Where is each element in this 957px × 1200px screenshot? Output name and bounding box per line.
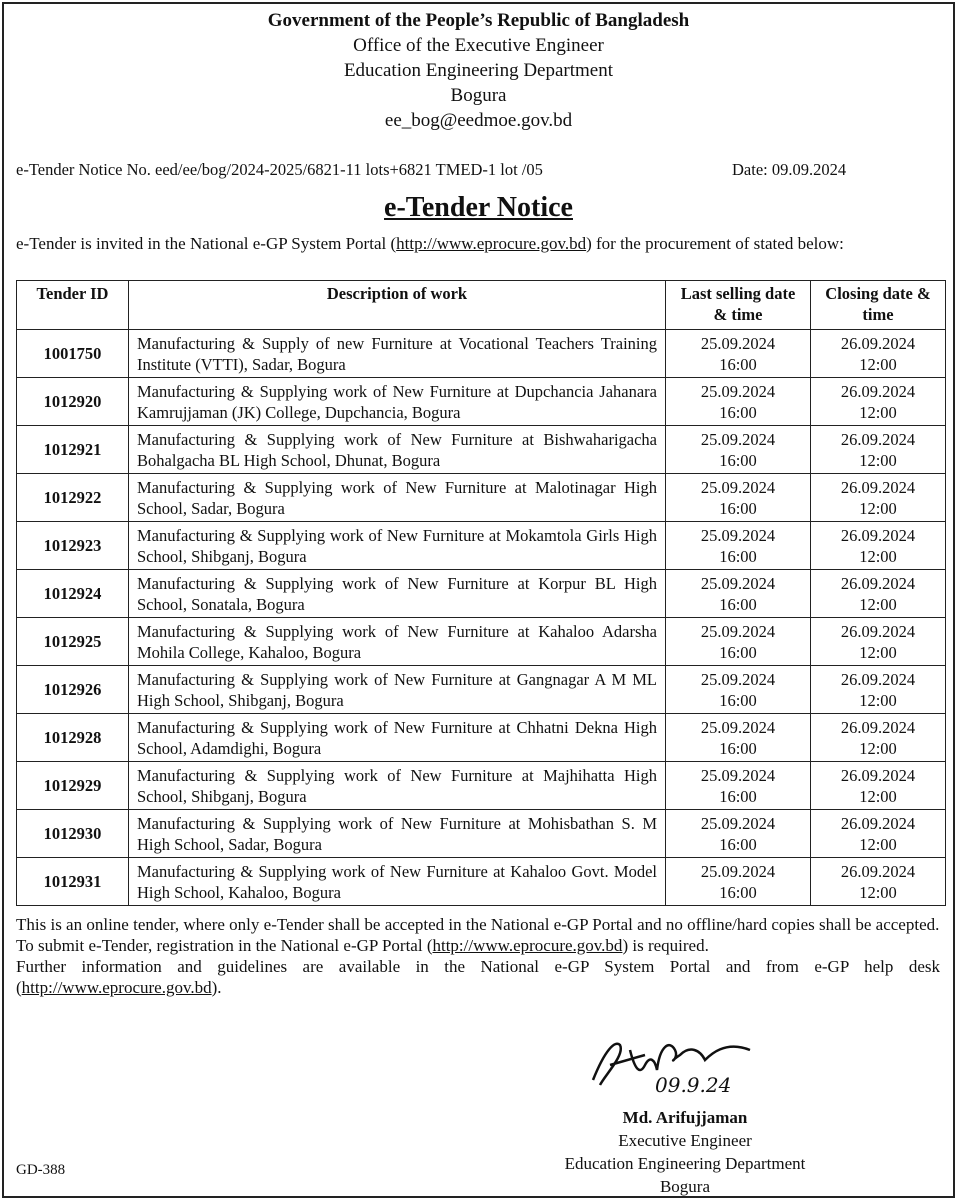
work-description: Manufacturing & Supplying work of New Furniture at Mokamtola Girls High School, Shibganj, Bogura bbox=[129, 522, 666, 570]
tender-id: 1012923 bbox=[17, 522, 129, 570]
time: 16:00 bbox=[719, 498, 757, 518]
signer-title: Executive Engineer bbox=[618, 1131, 752, 1150]
time: 16:00 bbox=[719, 882, 757, 902]
time: 16:00 bbox=[719, 738, 757, 758]
date: 26.09.2024 bbox=[840, 573, 916, 593]
footer-notes bbox=[16, 914, 940, 998]
closing-datetime bbox=[811, 858, 946, 906]
table-row bbox=[17, 330, 946, 378]
signer-location: Bogura bbox=[659, 1177, 711, 1196]
notice-date: Date: 09.09.2024 bbox=[732, 160, 847, 179]
date: 25.09.2024 bbox=[700, 429, 776, 449]
date: 26.09.2024 bbox=[840, 861, 916, 881]
signer-department: Education Engineering Department bbox=[564, 1154, 806, 1173]
last-selling-datetime bbox=[666, 714, 811, 762]
intro-text-end: ) for the procurement of stated below: bbox=[586, 234, 844, 253]
date: 26.09.2024 bbox=[840, 765, 916, 785]
tender-id: 1012921 bbox=[17, 426, 129, 474]
last-selling-datetime bbox=[666, 378, 811, 426]
work-description: Manufacturing & Supplying work of New Furniture at Gangnagar A M ML High School, Shibganj, Bogura bbox=[129, 666, 666, 714]
time: 16:00 bbox=[719, 834, 757, 854]
text: Further information and guidelines are available in the National e-GP System Portal and from e-GP help desk ( bbox=[16, 957, 940, 997]
text: ) is required. bbox=[622, 936, 709, 955]
last-selling-datetime bbox=[666, 810, 811, 858]
date: 25.09.2024 bbox=[700, 717, 776, 737]
date: 25.09.2024 bbox=[700, 381, 776, 401]
tender-id: 1012925 bbox=[17, 618, 129, 666]
date: 26.09.2024 bbox=[840, 813, 916, 833]
time: 12:00 bbox=[859, 594, 897, 614]
last-selling-datetime bbox=[666, 522, 811, 570]
closing-datetime bbox=[811, 570, 946, 618]
work-description: Manufacturing & Supplying work of New Furniture at Mohisbathan S. M High School, Sadar, Bogura bbox=[129, 810, 666, 858]
government-name: Government of the People’s Republic of Bangladesh bbox=[267, 10, 690, 31]
tender-id: 1012924 bbox=[17, 570, 129, 618]
time: 16:00 bbox=[719, 450, 757, 470]
closing-datetime bbox=[811, 330, 946, 378]
date: 25.09.2024 bbox=[700, 765, 776, 785]
table-row bbox=[17, 378, 946, 426]
work-description: Manufacturing & Supply of new Furniture at Vocational Teachers Training Institute (VTTI), Sadar, Bogura bbox=[129, 330, 666, 378]
closing-datetime bbox=[811, 474, 946, 522]
tender-id: 1012928 bbox=[17, 714, 129, 762]
date: 26.09.2024 bbox=[840, 621, 916, 641]
header-closing: Closing date & time bbox=[811, 281, 946, 330]
header-tender-id: Tender ID bbox=[17, 281, 129, 330]
time: 16:00 bbox=[719, 690, 757, 710]
notice-number: e-Tender Notice No. eed/ee/bog/2024-2025/6821-11 lots+6821 TMED-1 lot /05 bbox=[16, 160, 543, 179]
table-row bbox=[17, 714, 946, 762]
work-description: Manufacturing & Supplying work of New Furniture at Korpur BL High School, Sonatala, Bogura bbox=[129, 570, 666, 618]
closing-datetime bbox=[811, 714, 946, 762]
last-selling-datetime bbox=[666, 426, 811, 474]
work-description: Manufacturing & Supplying work of New Furniture at Majhihatta High School, Shibganj, Bogura bbox=[129, 762, 666, 810]
header-last-selling: Last selling date & time bbox=[666, 281, 811, 330]
tender-table bbox=[16, 280, 946, 906]
date: 25.09.2024 bbox=[700, 813, 776, 833]
last-selling-datetime bbox=[666, 570, 811, 618]
tender-id: 1012920 bbox=[17, 378, 129, 426]
time: 12:00 bbox=[859, 402, 897, 422]
date: 26.09.2024 bbox=[840, 381, 916, 401]
time: 12:00 bbox=[859, 786, 897, 806]
date: 25.09.2024 bbox=[700, 477, 776, 497]
last-selling-datetime bbox=[666, 618, 811, 666]
work-description: Manufacturing & Supplying work of New Furniture at Kahaloo Govt. Model High School, Kahaloo, Bogura bbox=[129, 858, 666, 906]
tender-id: 1012930 bbox=[17, 810, 129, 858]
letterhead bbox=[0, 8, 957, 133]
work-description: Manufacturing & Supplying work of New Furniture at Dupchancia Jahanara Kamrujjaman (JK) College, Dupchancia, Bogura bbox=[129, 378, 666, 426]
last-selling-datetime bbox=[666, 858, 811, 906]
closing-datetime bbox=[811, 378, 946, 426]
time: 12:00 bbox=[859, 354, 897, 374]
table-row bbox=[17, 762, 946, 810]
date: 26.09.2024 bbox=[840, 333, 916, 353]
table-row bbox=[17, 474, 946, 522]
table-row bbox=[17, 666, 946, 714]
department-name: Education Engineering Department bbox=[343, 60, 614, 81]
date: 26.09.2024 bbox=[840, 525, 916, 545]
table-row bbox=[17, 858, 946, 906]
date: 25.09.2024 bbox=[700, 525, 776, 545]
date: 25.09.2024 bbox=[700, 621, 776, 641]
last-selling-datetime bbox=[666, 666, 811, 714]
time: 12:00 bbox=[859, 690, 897, 710]
text: To submit e-Tender, registration in the National e-GP Portal ( bbox=[16, 936, 433, 955]
time: 12:00 bbox=[859, 738, 897, 758]
page-title: e-Tender Notice bbox=[384, 192, 573, 223]
date: 25.09.2024 bbox=[700, 669, 776, 689]
time: 12:00 bbox=[859, 882, 897, 902]
closing-datetime bbox=[811, 810, 946, 858]
tender-id: 1012931 bbox=[17, 858, 129, 906]
online-tender-note: This is an online tender, where only e-Tender shall be accepted in the National e-GP Portal and no offline/hard copies shall be accepted. bbox=[16, 915, 940, 934]
tender-id: 1001750 bbox=[17, 330, 129, 378]
closing-datetime bbox=[811, 762, 946, 810]
time: 12:00 bbox=[859, 498, 897, 518]
last-selling-datetime bbox=[666, 330, 811, 378]
time: 12:00 bbox=[859, 642, 897, 662]
gd-code: GD-388 bbox=[16, 1162, 66, 1178]
table-row bbox=[17, 522, 946, 570]
registration-note bbox=[16, 935, 940, 956]
time: 16:00 bbox=[719, 546, 757, 566]
table-row bbox=[17, 810, 946, 858]
tender-id: 1012926 bbox=[17, 666, 129, 714]
time: 12:00 bbox=[859, 834, 897, 854]
date: 26.09.2024 bbox=[840, 669, 916, 689]
work-description: Manufacturing & Supplying work of New Furniture at Malotinagar High School, Sadar, Bogura bbox=[129, 474, 666, 522]
eprocure-link[interactable]: http://www.eprocure.gov.bd bbox=[21, 978, 212, 997]
closing-datetime bbox=[811, 426, 946, 474]
date: 26.09.2024 bbox=[840, 429, 916, 449]
intro-text: e-Tender is invited in the National e-GP System Portal ( bbox=[16, 234, 397, 253]
work-description: Manufacturing & Supplying work of New Furniture at Chhatni Dekna High School, Adamdighi, Bogura bbox=[129, 714, 666, 762]
tender-id: 1012929 bbox=[17, 762, 129, 810]
further-info-note bbox=[16, 956, 940, 998]
eprocure-link[interactable]: http://www.eprocure.gov.bd bbox=[396, 234, 587, 253]
eprocure-link[interactable]: http://www.eprocure.gov.bd bbox=[432, 936, 623, 955]
handwritten-signature bbox=[585, 1030, 775, 1100]
closing-datetime bbox=[811, 522, 946, 570]
table-row bbox=[17, 426, 946, 474]
header-description: Description of work bbox=[129, 281, 666, 330]
svg-text:09.9.24: 09.9.24 bbox=[655, 1073, 732, 1097]
signer-name: Md. Arifujjaman bbox=[622, 1108, 748, 1127]
time: 16:00 bbox=[719, 594, 757, 614]
date: 26.09.2024 bbox=[840, 477, 916, 497]
time: 16:00 bbox=[719, 402, 757, 422]
office-name: Office of the Executive Engineer bbox=[353, 35, 604, 56]
time: 12:00 bbox=[859, 546, 897, 566]
closing-datetime bbox=[811, 666, 946, 714]
work-description: Manufacturing & Supplying work of New Furniture at Bishwaharigacha Bohalgacha BL High School, Dhunat, Bogura bbox=[129, 426, 666, 474]
date: 26.09.2024 bbox=[840, 717, 916, 737]
work-description: Manufacturing & Supplying work of New Furniture at Kahaloo Adarsha Mohila College, Kahaloo, Bogura bbox=[129, 618, 666, 666]
location: Bogura bbox=[450, 85, 507, 106]
date: 25.09.2024 bbox=[700, 333, 776, 353]
date: 25.09.2024 bbox=[700, 573, 776, 593]
closing-datetime bbox=[811, 618, 946, 666]
table-row bbox=[17, 570, 946, 618]
last-selling-datetime bbox=[666, 762, 811, 810]
text: ). bbox=[211, 978, 222, 997]
intro-paragraph bbox=[16, 234, 940, 254]
date: 25.09.2024 bbox=[700, 861, 776, 881]
time: 16:00 bbox=[719, 354, 757, 374]
email: ee_bog@eedmoe.gov.bd bbox=[384, 110, 573, 131]
tender-id: 1012922 bbox=[17, 474, 129, 522]
signature-block bbox=[520, 1106, 850, 1198]
last-selling-datetime bbox=[666, 474, 811, 522]
time: 16:00 bbox=[719, 786, 757, 806]
time: 12:00 bbox=[859, 450, 897, 470]
time: 16:00 bbox=[719, 642, 757, 662]
table-row bbox=[17, 618, 946, 666]
